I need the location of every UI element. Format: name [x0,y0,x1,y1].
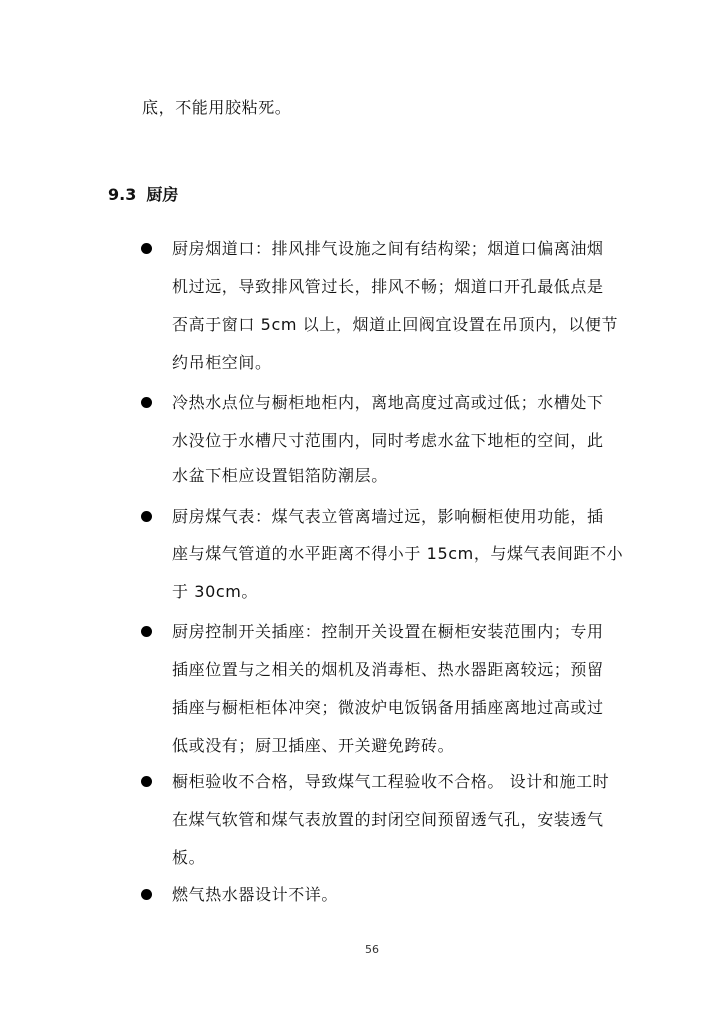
list-item-line: 板。 [172,848,206,867]
list-item-line: 插座位置与之相关的烟机及消毒柜、热水器距离较远；预留 [172,660,604,679]
list-item-line: 座与煤气管道的水平距离不得小于 15cm，与煤气表间距不小 [172,544,624,563]
list-item-line: 约吊柜空间。 [172,353,272,372]
section-title: 厨房 [146,185,179,204]
list-item-line: 插座与橱柜柜体冲突；微波炉电饭锅备用插座离地过高或过 [172,698,604,717]
bullet-icon [141,889,152,900]
list-item-line: 水盆下柜应设置铝箔防潮层。 [172,466,388,485]
list-item-line: 厨房烟道口：排风排气设施之间有结构梁；烟道口偏离油烟 [172,239,604,258]
section-heading [108,184,178,206]
list-item-line: 冷热水点位与橱柜地柜内，离地高度过高或过低；水槽处下 [172,393,604,412]
list-item-line: 于 30cm。 [172,582,259,601]
bullet-icon [141,626,152,637]
bullet-icon [141,511,152,522]
list-item-line: 在煤气软管和煤气表放置的封闭空间预留透气孔，安装透气 [172,810,604,829]
continuation-text: 底，不能用胶粘死。 [142,98,292,117]
list-item-line: 低或没有；厨卫插座、开关避免跨砖。 [172,736,455,755]
list-item-line: 水没位于水槽尺寸范围内，同时考虑水盆下地柜的空间，此 [172,431,604,450]
list-item-line: 燃气热水器设计不详。 [172,885,339,904]
bullet-icon [141,397,152,408]
bullet-icon [141,776,152,787]
list-item-line: 橱柜验收不合格，导致煤气工程验收不合格。 设计和施工时 [172,772,610,791]
list-item-line: 否高于窗口 5cm 以上，烟道止回阀宜设置在吊顶内，以便节 [172,315,619,334]
section-number: 9.3 [108,185,137,204]
list-item-line: 厨房煤气表：煤气表立管离墙过远，影响橱柜使用功能，插 [172,507,604,526]
page-number: 56 [365,943,379,956]
list-item-line: 机过远，导致排风管过长，排风不畅；烟道口开孔最低点是 [172,277,604,296]
list-item-line: 厨房控制开关插座：控制开关设置在橱柜安装范围内；专用 [172,622,604,641]
bullet-icon [141,243,152,254]
